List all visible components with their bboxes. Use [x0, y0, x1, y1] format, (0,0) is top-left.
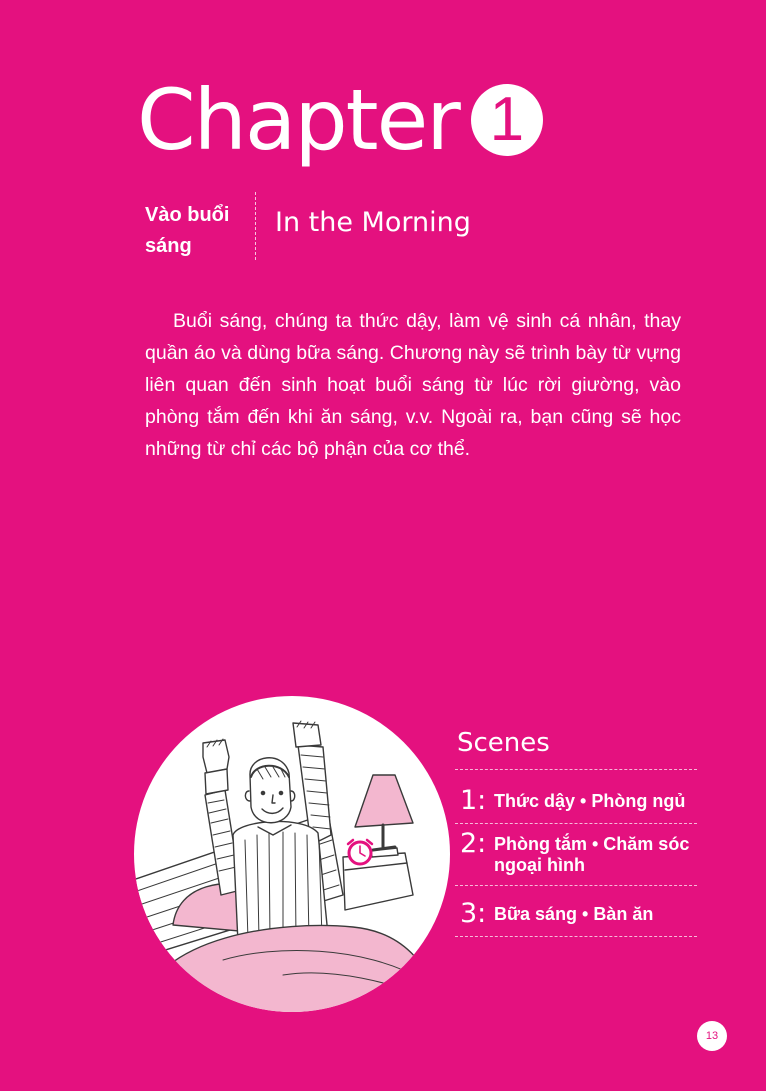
chapter-subtitle-vietnamese: Vào buổi sáng — [145, 204, 230, 257]
scene-divider — [455, 885, 697, 886]
scene-label: Bữa sáng • Bàn ăn — [494, 904, 654, 924]
scene-item — [460, 786, 704, 816]
scene-item — [460, 829, 704, 876]
scene-item — [460, 899, 704, 929]
scene-divider — [455, 936, 697, 937]
scene-number: 1: — [460, 785, 487, 816]
chapter-intro-paragraph: Buổi sáng, chúng ta thức dậy, làm vệ sinh cá nhân, thay quần áo và dùng bữa sáng. Chương này sẽ trình bày từ vựng liên quan đến sinh hoạt buổi sáng từ lúc rời giường, vào phòng tắm đến khi ăn sáng, v.v. Ngoài ra, bạn cũng sẽ học những từ chỉ các bộ phận của cơ thể. — [145, 310, 681, 460]
morning-wake-up-illustration — [133, 695, 451, 1013]
scene-label: Phòng tắm • Chăm sóc ngoại hình — [494, 834, 690, 875]
page-number: 13 — [697, 1021, 727, 1051]
scenes-divider — [455, 769, 697, 770]
chapter-heading — [137, 71, 543, 169]
chapter-subtitle-english: In the Morning — [275, 207, 471, 238]
scene-number: 3: — [460, 898, 487, 929]
chapter-word: Chapter — [137, 71, 459, 169]
chapter-number-badge: 1 — [471, 84, 543, 156]
scene-number: 2: — [460, 828, 487, 859]
subtitle-divider — [255, 192, 256, 260]
scene-label: Thức dậy • Phòng ngủ — [494, 791, 686, 811]
scene-divider — [455, 823, 697, 824]
scenes-title: Scenes — [457, 728, 550, 758]
